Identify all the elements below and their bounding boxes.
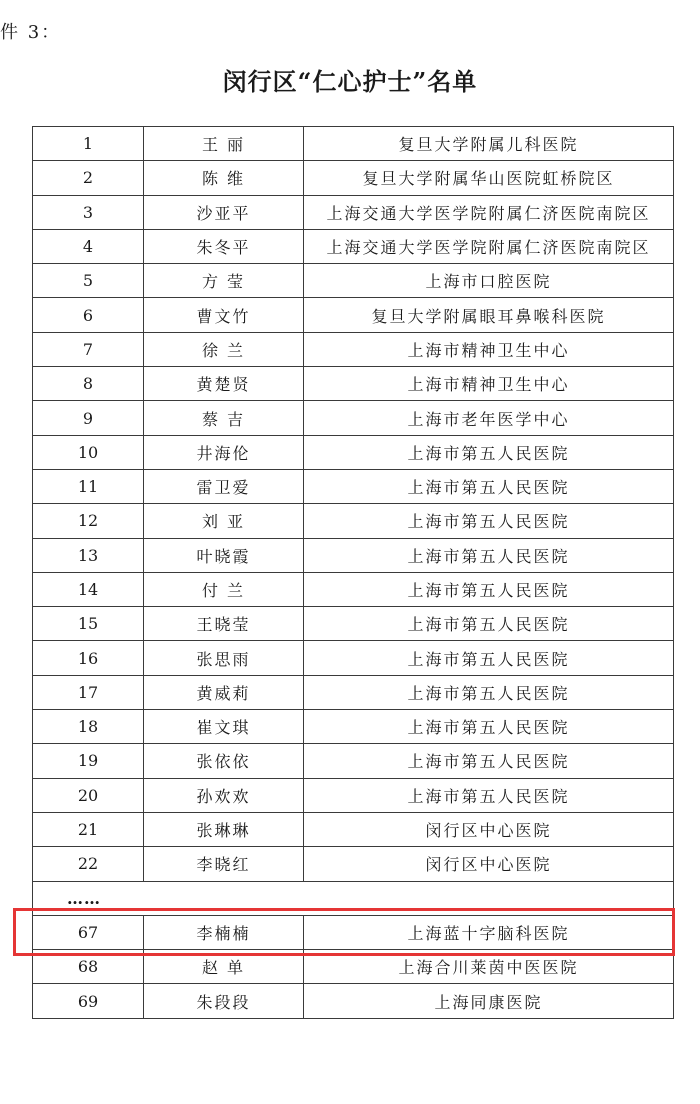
table-row (33, 778, 674, 812)
nurse-name: 孙欢欢 (144, 778, 304, 812)
attachment-label: 件 3： (0, 22, 62, 43)
row-number: 13 (33, 538, 144, 572)
row-number: 3 (33, 195, 144, 229)
hospital-name: 闵行区中心医院 (304, 812, 674, 846)
row-number: 16 (33, 641, 144, 675)
nurse-name: 蔡 吉 (144, 401, 304, 435)
row-number: 8 (33, 367, 144, 401)
hospital-name: 复旦大学附属眼耳鼻喉科医院 (304, 298, 674, 332)
hospital-name: 复旦大学附属儿科医院 (304, 127, 674, 161)
hospital-name: 上海市第五人民医院 (304, 744, 674, 778)
row-number: 1 (33, 127, 144, 161)
nurse-name: 付 兰 (144, 572, 304, 606)
table-row (33, 675, 674, 709)
row-number: 6 (33, 298, 144, 332)
table-row (33, 710, 674, 744)
hospital-name: 上海交通大学医学院附属仁济医院南院区 (304, 229, 674, 263)
hospital-name: 上海市口腔医院 (304, 264, 674, 298)
hospital-name: 上海市老年医学中心 (304, 401, 674, 435)
nurse-name: 黄楚贤 (144, 367, 304, 401)
row-number: 69 (33, 984, 144, 1018)
nurse-name: 曹文竹 (144, 298, 304, 332)
row-number: 20 (33, 778, 144, 812)
table-row (33, 847, 674, 881)
nurse-name: 徐 兰 (144, 332, 304, 366)
table-row (33, 401, 674, 435)
table-row (33, 607, 674, 641)
row-number: 17 (33, 675, 144, 709)
nurse-name: 李晓红 (144, 847, 304, 881)
hospital-name: 上海市第五人民医院 (304, 675, 674, 709)
table-row (33, 195, 674, 229)
nurse-name: 崔文琪 (144, 710, 304, 744)
table-row (33, 572, 674, 606)
table-row-highlighted (33, 915, 674, 949)
table-row (33, 332, 674, 366)
table-row (33, 538, 674, 572)
row-number: 4 (33, 229, 144, 263)
nurse-roster-table (32, 126, 674, 1019)
nurse-name: 沙亚平 (144, 195, 304, 229)
nurse-name: 陈 维 (144, 161, 304, 195)
hospital-name: 上海同康医院 (304, 984, 674, 1018)
roster-body (33, 127, 674, 1019)
row-number: 5 (33, 264, 144, 298)
nurse-name: 赵 单 (144, 950, 304, 984)
row-number: 67 (33, 915, 144, 949)
nurse-name: 刘 亚 (144, 504, 304, 538)
row-number: 18 (33, 710, 144, 744)
nurse-name: 叶晓霞 (144, 538, 304, 572)
table-row (33, 950, 674, 984)
hospital-name: 上海合川莱茵中医医院 (304, 950, 674, 984)
row-number: 2 (33, 161, 144, 195)
hospital-name: 闵行区中心医院 (304, 847, 674, 881)
hospital-name: 上海市第五人民医院 (304, 778, 674, 812)
table-row (33, 298, 674, 332)
table-row (33, 435, 674, 469)
row-number: 9 (33, 401, 144, 435)
table-row (33, 641, 674, 675)
page-title: 闵行区“仁心护士”名单 (222, 67, 478, 96)
nurse-name: 朱冬平 (144, 229, 304, 263)
table-row (33, 229, 674, 263)
nurse-name: 王晓莹 (144, 607, 304, 641)
hospital-name: 上海市第五人民医院 (304, 710, 674, 744)
ellipsis-row (33, 881, 674, 915)
table-row (33, 984, 674, 1018)
table-row (33, 264, 674, 298)
nurse-name: 黄威莉 (144, 675, 304, 709)
hospital-name: 上海市第五人民医院 (304, 435, 674, 469)
table-row (33, 127, 674, 161)
row-number: 21 (33, 812, 144, 846)
nurse-name: 方 莹 (144, 264, 304, 298)
row-number: 19 (33, 744, 144, 778)
table-row (33, 161, 674, 195)
hospital-name: 上海市第五人民医院 (304, 504, 674, 538)
table-row (33, 469, 674, 503)
hospital-name: 上海市第五人民医院 (304, 469, 674, 503)
nurse-name: 井海伦 (144, 435, 304, 469)
table-row (33, 367, 674, 401)
hospital-name: 上海市第五人民医院 (304, 607, 674, 641)
hospital-name: 复旦大学附属华山医院虹桥院区 (304, 161, 674, 195)
ellipsis: …… (33, 881, 674, 915)
nurse-name: 王 丽 (144, 127, 304, 161)
row-number: 22 (33, 847, 144, 881)
row-number: 12 (33, 504, 144, 538)
nurse-name: 雷卫爱 (144, 469, 304, 503)
table-row (33, 744, 674, 778)
hospital-name: 上海蓝十字脑科医院 (304, 915, 674, 949)
hospital-name: 上海市第五人民医院 (304, 641, 674, 675)
row-number: 10 (33, 435, 144, 469)
row-number: 15 (33, 607, 144, 641)
nurse-name: 朱段段 (144, 984, 304, 1018)
nurse-name: 李楠楠 (144, 915, 304, 949)
nurse-name: 张依依 (144, 744, 304, 778)
row-number: 11 (33, 469, 144, 503)
row-number: 7 (33, 332, 144, 366)
hospital-name: 上海交通大学医学院附属仁济医院南院区 (304, 195, 674, 229)
hospital-name: 上海市第五人民医院 (304, 538, 674, 572)
row-number: 68 (33, 950, 144, 984)
table-row (33, 504, 674, 538)
row-number: 14 (33, 572, 144, 606)
nurse-name: 张思雨 (144, 641, 304, 675)
table-row (33, 812, 674, 846)
hospital-name: 上海市第五人民医院 (304, 572, 674, 606)
hospital-name: 上海市精神卫生中心 (304, 332, 674, 366)
nurse-name: 张琳琳 (144, 812, 304, 846)
hospital-name: 上海市精神卫生中心 (304, 367, 674, 401)
